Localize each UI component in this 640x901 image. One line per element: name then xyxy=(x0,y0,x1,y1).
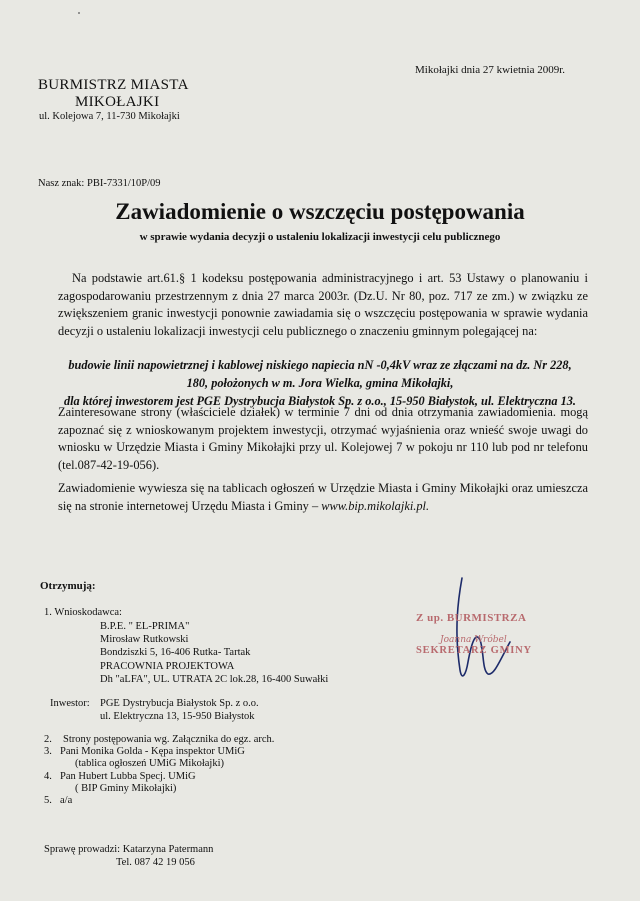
paragraph-legal-basis: Na podstawie art.61.§ 1 kodeksu postępowania administracyjnego i art. 53 Ustawy o planowaniu i zagospodarowaniu przestrzennym z dnia 27 marca 2003r. (Dz.U. Nr 80, poz. 717 ze zm.) w związku ze zwiększeniem granic inwestycji ponownie zawiadamia się o wszczęciu postępowania w sprawie wydania decyzji o ustaleniu lokalizacji inwestycji celu publicznego o znaczeniu gminnym polegającej na: xyxy=(58,271,588,338)
list-item-number: 4. xyxy=(44,770,52,782)
scan-speck xyxy=(78,12,80,14)
footer-contact xyxy=(44,843,213,869)
paragraph-publication xyxy=(58,480,588,515)
list-item-text: (tablica ogłoszeń UMiG Mikołajki) xyxy=(75,758,225,770)
list-item-text: a/a xyxy=(60,794,73,806)
list-item xyxy=(44,794,344,806)
investor-line: PGE Dystrybucja Białystok Sp. z o.o. xyxy=(100,698,259,709)
recipient-1-details xyxy=(100,620,328,686)
list-item xyxy=(44,757,344,769)
sender-block xyxy=(38,77,238,122)
list-item-text: Pani Monika Golda - Kępa inspektor UMiG xyxy=(60,746,245,758)
list-item xyxy=(44,782,344,794)
list-item-number: 5. xyxy=(44,794,52,806)
list-item xyxy=(44,770,344,782)
recipients-heading: Otrzymują: xyxy=(40,580,96,592)
list-item xyxy=(44,733,344,745)
stamp-line-1: Z up. BURMISTRZA xyxy=(416,612,527,624)
applicant-line: Bondziszki 5, 16-406 Rutka- Tartak xyxy=(100,647,251,659)
recipient-1-label: Wnioskodawca: xyxy=(54,607,122,618)
list-item-text: Strony postępowania wg. Załącznika do egz. arch. xyxy=(63,734,275,745)
list-item xyxy=(44,745,344,757)
recipient-1-header xyxy=(44,606,122,619)
recipients-list xyxy=(44,733,344,806)
applicant-line: PRACOWNIA PROJEKTOWA xyxy=(100,660,235,672)
investment-line-1: budowie linii napowietrznej i kablowej niskiego napiecia nN -0,4kV wraz ze złączami na dz. Nr 228, xyxy=(68,358,572,372)
sender-city: MIKOŁAJKI xyxy=(75,94,160,110)
paragraph-parties: Zainteresowane strony (właściciele działek) w terminie 7 dni od dnia otrzymania zawiadomienia. mogą zapoznać się z wnioskowanym projektem inwestycji, otrzymać wyjaśnienia oraz wnieść swoje uwagi do wniosku w Urzędzie Miasta i Gminy Mikołajki przy ul. Kolejowej 7 w pokoju nr 110 lub pod nr telefonu (tel.087-42-19-056). xyxy=(58,405,588,472)
recipient-1-number: 1. xyxy=(44,607,52,618)
applicant-line: B.P.E. " EL-PRIMA" xyxy=(100,621,190,632)
investment-description xyxy=(40,356,600,410)
stamp-line-3: SEKRETARZ GMINY xyxy=(416,645,532,656)
document-date: Mikołajki dnia 27 kwietnia 2009r. xyxy=(415,64,566,76)
document-title: Zawiadomienie o wszczęciu postępowania xyxy=(115,199,525,224)
applicant-line: Dh "aLFA", UL. UTRATA 2C lok.28, 16-400 Suwałki xyxy=(100,673,329,685)
investment-line-3: dla której inwestorem jest PGE Dystrybucja Białystok Sp. z o.o., 15-950 Białystok, ul. Elektryczna 13. xyxy=(63,394,577,408)
list-item-number: 3. xyxy=(44,746,52,758)
bip-link[interactable]: www.bip.mikolajki.pl. xyxy=(321,498,430,513)
applicant-line: Mirosław Rutkowski xyxy=(100,634,189,646)
investment-line-2: 180, położonych w m. Jora Wielka, gmina Mikołajki, xyxy=(186,376,454,390)
investor-details xyxy=(100,697,259,723)
list-item-text: ( BIP Gminy Mikołajki) xyxy=(75,782,177,794)
stamp-line-2: Joanna Wróbel xyxy=(440,635,507,645)
sender-address: ul. Kolejowa 7, 11-730 Mikołajki xyxy=(39,111,180,122)
case-handler: Sprawę prowadzi: Katarzyna Patermann xyxy=(44,844,214,855)
reference-number: Nasz znak: PBI-7331/10P/09 xyxy=(38,178,161,189)
document-subtitle: w sprawie wydania decyzji o ustaleniu lokalizacji inwestycji celu publicznego xyxy=(139,231,501,243)
signature-stamp xyxy=(416,612,546,656)
investor-block xyxy=(50,697,259,723)
list-item-number: 2. xyxy=(44,734,52,745)
investor-line: ul. Elektryczna 13, 15-950 Białystok xyxy=(100,711,255,723)
sender-title: BURMISTRZ MIASTA xyxy=(38,77,189,93)
case-phone: Tel. 087 42 19 056 xyxy=(116,857,195,869)
publication-text: Zawiadomienie wywiesza się na tablicach ogłoszeń w Urzędzie Miasta i Gminy Mikołajki oraz umieszcza się na stronie internetowej Urzędu Miasta i Gminy – xyxy=(58,481,588,513)
list-item-text: Pan Hubert Lubba Specj. UMiG xyxy=(60,770,196,782)
investor-label: Inwestor: xyxy=(50,698,90,709)
